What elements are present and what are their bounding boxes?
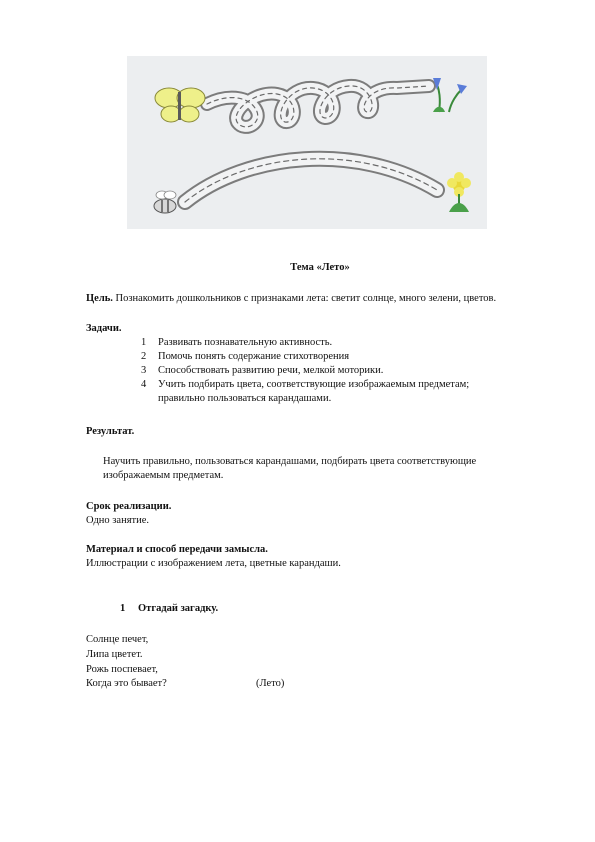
curly-road	[207, 86, 429, 127]
task-item	[141, 350, 349, 364]
goal-label: Цель.	[86, 293, 113, 304]
task-number: 3	[141, 365, 147, 376]
riddle-line: Липа цветет.	[86, 649, 143, 660]
bee-icon	[154, 191, 176, 213]
riddle-heading	[120, 602, 218, 616]
yellow-flower-icon	[447, 172, 471, 212]
task-text: Помочь понять содержание стихотворения	[158, 351, 350, 362]
butterfly-icon	[155, 88, 205, 122]
task-text: Способствовать развитию речи, мелкой моторики.	[158, 365, 384, 376]
material-text: Иллюстрации с изображением лета, цветные карандаши.	[86, 558, 341, 569]
task-item	[141, 336, 332, 350]
task-text: Учить подбирать цвета, соответствующие изображаемым предметам;	[158, 379, 470, 390]
period-heading: Срок реализации.	[86, 501, 172, 512]
page-title: Тема «Лето»	[290, 262, 350, 273]
task-text: Развивать познавательную активность.	[158, 337, 333, 348]
period-text: Одно занятие.	[86, 515, 150, 526]
task-item	[141, 364, 383, 378]
tasks-heading: Задачи.	[86, 323, 122, 334]
result-text-line: Научить правильно, пользоваться карандашами, подбирать цвета соответствующие	[103, 456, 477, 467]
summer-roads-illustration	[127, 56, 487, 229]
task-number: 1	[141, 337, 147, 348]
goal-text: Познакомить дошкольников с признаками лета: светит солнце, много зелени, цветов.	[112, 293, 497, 304]
riddle-line: Солнце печет,	[86, 634, 149, 645]
arched-road	[185, 159, 437, 202]
result-heading: Результат.	[86, 426, 135, 437]
riddle-line: Рожь поспевает,	[86, 664, 158, 675]
task-number: 2	[141, 351, 147, 362]
blue-flowers-icon	[433, 78, 467, 112]
task-item	[141, 378, 469, 392]
task-number: 4	[141, 379, 147, 390]
task-text-continued: правильно пользоваться карандашами.	[158, 393, 332, 404]
riddle-number: 1	[120, 603, 126, 614]
riddle-line: Когда это бывает?	[86, 678, 167, 689]
result-text-line: изображаемым предметам.	[103, 470, 224, 481]
roads-drawing	[127, 56, 487, 229]
goal-paragraph	[86, 292, 496, 306]
riddle-heading-text: Отгадай загадку.	[138, 603, 219, 614]
material-heading: Материал и способ передачи замысла.	[86, 544, 268, 555]
riddle-answer: (Лето)	[256, 678, 285, 689]
